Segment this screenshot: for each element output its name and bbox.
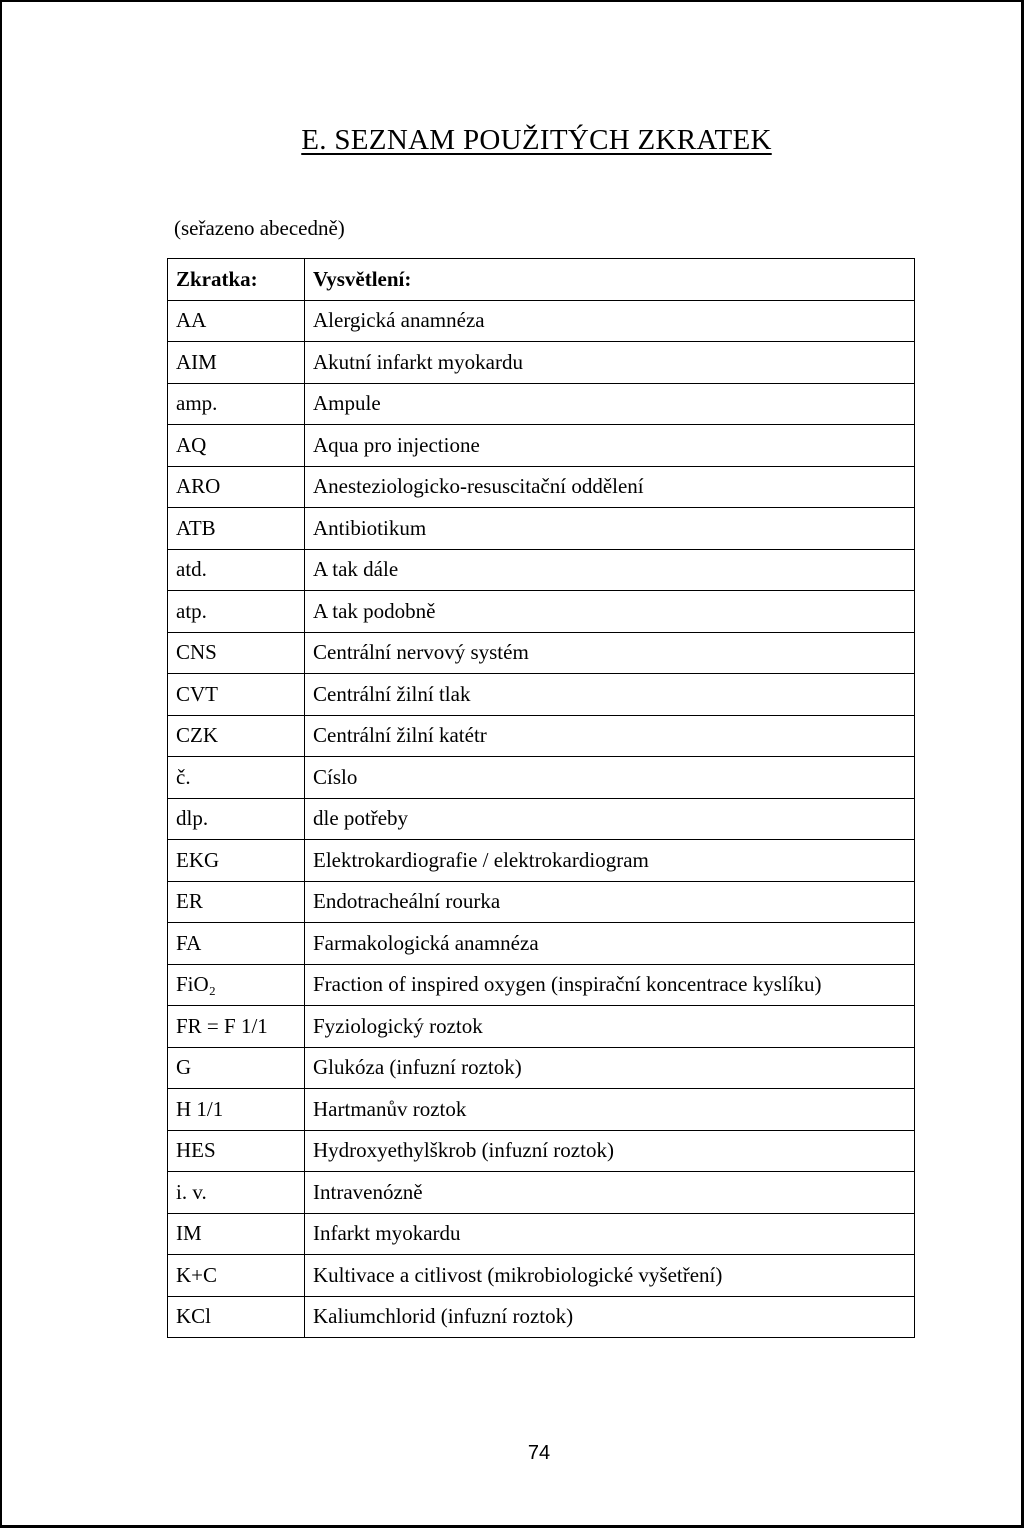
column-header-explanation: Vysvětlení: <box>305 259 915 301</box>
explanation-cell: Farmakologická anamnéza <box>305 923 915 965</box>
table-row <box>168 1006 915 1048</box>
explanation-cell: Alergická anamnéza <box>305 300 915 342</box>
table-row <box>168 591 915 633</box>
column-header-abbreviation: Zkratka: <box>168 259 305 301</box>
abbreviation-cell: K+C <box>168 1255 305 1297</box>
explanation-cell: Hartmanův roztok <box>305 1089 915 1131</box>
abbreviation-cell: KCl <box>168 1296 305 1338</box>
table-body <box>168 300 915 1338</box>
table-row <box>168 632 915 674</box>
abbreviation-cell: ARO <box>168 466 305 508</box>
explanation-cell: Antibiotikum <box>305 508 915 550</box>
explanation-cell: Hydroxyethylškrob (infuzní roztok) <box>305 1130 915 1172</box>
abbreviation-cell: H 1/1 <box>168 1089 305 1131</box>
table-row <box>168 342 915 384</box>
table-row <box>168 1296 915 1338</box>
table-row <box>168 300 915 342</box>
explanation-cell: Glukóza (infuzní roztok) <box>305 1047 915 1089</box>
explanation-cell: Anesteziologicko-resuscitační oddělení <box>305 466 915 508</box>
page-title: E. SEZNAM POUŽITÝCH ZKRATEK <box>301 124 772 156</box>
explanation-cell: Centrální nervový systém <box>305 632 915 674</box>
abbreviation-cell: atp. <box>168 591 305 633</box>
explanation-cell: Ampule <box>305 383 915 425</box>
explanation-cell: Infarkt myokardu <box>305 1213 915 1255</box>
table-row <box>168 383 915 425</box>
table-row <box>168 840 915 882</box>
table-row <box>168 1255 915 1297</box>
table-row <box>168 964 915 1006</box>
abbreviation-cell: AA <box>168 300 305 342</box>
explanation-cell: A tak podobně <box>305 591 915 633</box>
abbreviations-table <box>167 258 915 1338</box>
table-row <box>168 798 915 840</box>
table-header-row <box>168 259 915 301</box>
abbreviation-cell: CVT <box>168 674 305 716</box>
table-row <box>168 1213 915 1255</box>
explanation-cell: Centrální žilní tlak <box>305 674 915 716</box>
abbreviation-cell: AQ <box>168 425 305 467</box>
table-row <box>168 757 915 799</box>
document-page <box>2 2 1021 1525</box>
abbreviation-cell: atd. <box>168 549 305 591</box>
table-row <box>168 1172 915 1214</box>
explanation-cell: Kaliumchlorid (infuzní roztok) <box>305 1296 915 1338</box>
explanation-cell: A tak dále <box>305 549 915 591</box>
abbreviation-cell: EKG <box>168 840 305 882</box>
explanation-cell: Elektrokardiografie / elektrokardiogram <box>305 840 915 882</box>
abbreviation-cell: amp. <box>168 383 305 425</box>
table-row <box>168 881 915 923</box>
table-row <box>168 1130 915 1172</box>
table-row <box>168 674 915 716</box>
abbreviation-cell: ER <box>168 881 305 923</box>
abbreviation-cell: FiO₂ <box>168 964 305 1006</box>
table-row <box>168 715 915 757</box>
explanation-cell: Intravenózně <box>305 1172 915 1214</box>
abbreviation-cell: IM <box>168 1213 305 1255</box>
explanation-cell: Císlo <box>305 757 915 799</box>
explanation-cell: Kultivace a citlivost (mikrobiologické vyšetření) <box>305 1255 915 1297</box>
explanation-cell: Fraction of inspired oxygen (inspirační koncentrace kyslíku) <box>305 964 915 1006</box>
abbreviation-cell: CNS <box>168 632 305 674</box>
page-number: 74 <box>527 1442 551 1464</box>
abbreviation-cell: AIM <box>168 342 305 384</box>
explanation-cell: Endotracheální rourka <box>305 881 915 923</box>
abbreviation-cell: ATB <box>168 508 305 550</box>
table-row <box>168 1089 915 1131</box>
abbreviation-cell: i. v. <box>168 1172 305 1214</box>
abbreviation-cell: dlp. <box>168 798 305 840</box>
abbreviation-cell: č. <box>168 757 305 799</box>
abbreviation-cell: FA <box>168 923 305 965</box>
explanation-cell: Centrální žilní katétr <box>305 715 915 757</box>
page-subtitle: (seřazeno abecedně) <box>174 216 345 240</box>
abbreviation-cell: HES <box>168 1130 305 1172</box>
abbreviation-cell: G <box>168 1047 305 1089</box>
table-row <box>168 425 915 467</box>
table-row <box>168 923 915 965</box>
abbreviation-cell: CZK <box>168 715 305 757</box>
explanation-cell: dle potřeby <box>305 798 915 840</box>
table-row <box>168 549 915 591</box>
explanation-cell: Aqua pro injectione <box>305 425 915 467</box>
table-row <box>168 1047 915 1089</box>
table-row <box>168 466 915 508</box>
table-row <box>168 508 915 550</box>
explanation-cell: Fyziologický roztok <box>305 1006 915 1048</box>
abbreviation-cell: FR = F 1/1 <box>168 1006 305 1048</box>
explanation-cell: Akutní infarkt myokardu <box>305 342 915 384</box>
